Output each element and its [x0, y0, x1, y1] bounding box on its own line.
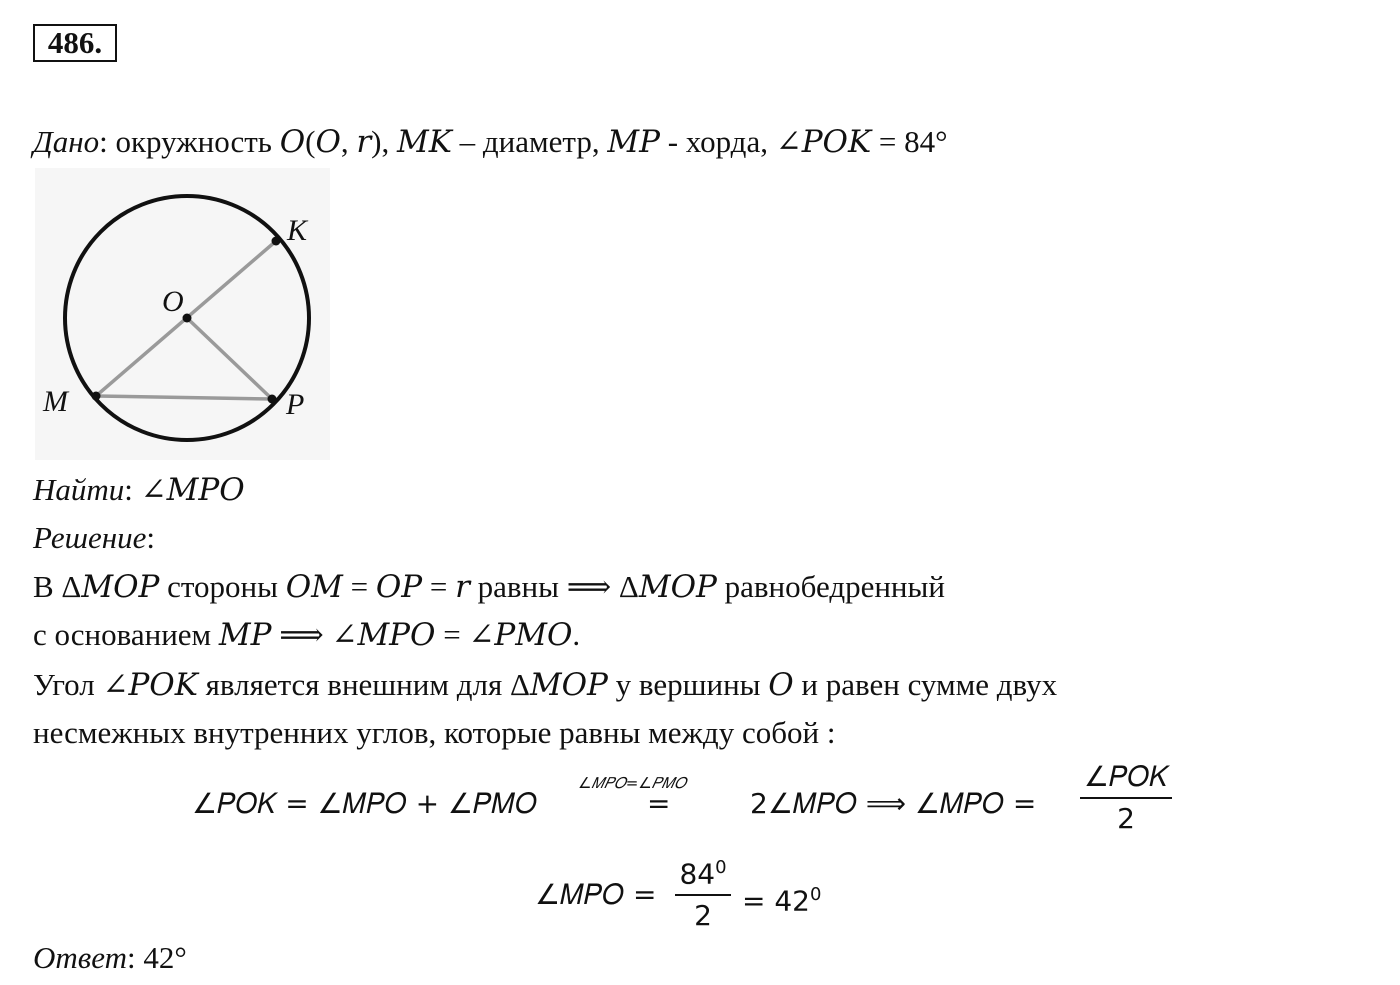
label-k: K	[287, 214, 308, 247]
formula-1-numerator: ∠𝑃𝑂𝐾	[1083, 760, 1169, 793]
point-o	[183, 314, 192, 323]
solution-line-2: с основанием 𝑀𝑃 ⟹ ∠𝑀𝑃𝑂 = ∠𝑃𝑀𝑂.	[33, 617, 581, 652]
formula-2-fraction	[675, 851, 731, 933]
formula-1-middle: 2∠𝑀𝑃𝑂 ⟹ ∠𝑀𝑃𝑂 =	[750, 787, 1037, 820]
fraction-bar	[1080, 797, 1172, 799]
solution-line-1: В Δ𝑀𝑂𝑃 стороны 𝑂𝑀 = 𝑂𝑃 = 𝑟 равны ⟹ Δ𝑀𝑂𝑃 равнобедренный	[33, 569, 945, 604]
solution-line-3: Угол ∠𝑃𝑂𝐾 является внешним для Δ𝑀𝑂𝑃 у вершины 𝑂 и равен сумме двух	[33, 667, 1058, 702]
label-o: O	[162, 285, 184, 318]
formula-2-num-sup: 0	[715, 857, 727, 878]
formula-1-over-text: ∠𝑀𝑃𝑂=∠𝑃𝑀𝑂	[578, 774, 687, 792]
answer-line	[33, 938, 187, 978]
find-label: Найти	[33, 472, 125, 507]
formula-2-denominator: 2	[694, 899, 712, 933]
problem-number: 486.	[33, 24, 117, 62]
given-chord: 𝑀𝑃	[607, 124, 660, 159]
answer-text: : 42°	[126, 940, 187, 975]
point-k	[272, 237, 281, 246]
formula-2-right	[742, 877, 821, 919]
formula-2-right-sup: 0	[810, 884, 822, 905]
formula-2-numerator	[679, 851, 726, 891]
given-circle: 𝑂(𝑂, 𝑟), 𝑀𝐾	[279, 124, 452, 159]
formula-1-equals: =	[647, 787, 671, 820]
label-m: M	[43, 385, 68, 418]
answer-label: Ответ	[33, 940, 127, 975]
find-line	[33, 470, 245, 510]
formula-2-num-value: 84	[679, 857, 716, 891]
given-angle: ∠𝑃𝑂𝐾 = 84°	[775, 124, 948, 159]
formula-1-fraction	[1080, 760, 1172, 836]
solution-heading	[33, 518, 155, 558]
point-p	[268, 395, 277, 404]
given-text-1: : окружность	[99, 124, 280, 159]
given-text-3: - хорда,	[659, 124, 776, 159]
formula-2-left: ∠𝑀𝑃𝑂 =	[535, 878, 657, 911]
find-text: : ∠𝑀𝑃𝑂	[124, 472, 245, 507]
given-text-2: – диаметр,	[451, 124, 608, 159]
label-p: P	[286, 388, 305, 421]
formula-1-denominator: 2	[1117, 802, 1135, 835]
point-m	[92, 392, 101, 401]
solution-line-4: несмежных внутренних углов, которые равны между собой :	[33, 715, 836, 750]
circle-figure	[35, 168, 330, 460]
fraction-bar	[675, 894, 731, 896]
formula-2-right-value: = 42	[742, 884, 810, 918]
given-line	[33, 122, 948, 162]
solution-label: Решение	[33, 520, 147, 555]
formula-1-left: ∠𝑃𝑂𝐾 = ∠𝑀𝑃𝑂 + ∠𝑃𝑀𝑂	[192, 787, 538, 820]
given-label: Дано	[33, 124, 100, 159]
solution-colon: :	[146, 520, 155, 555]
